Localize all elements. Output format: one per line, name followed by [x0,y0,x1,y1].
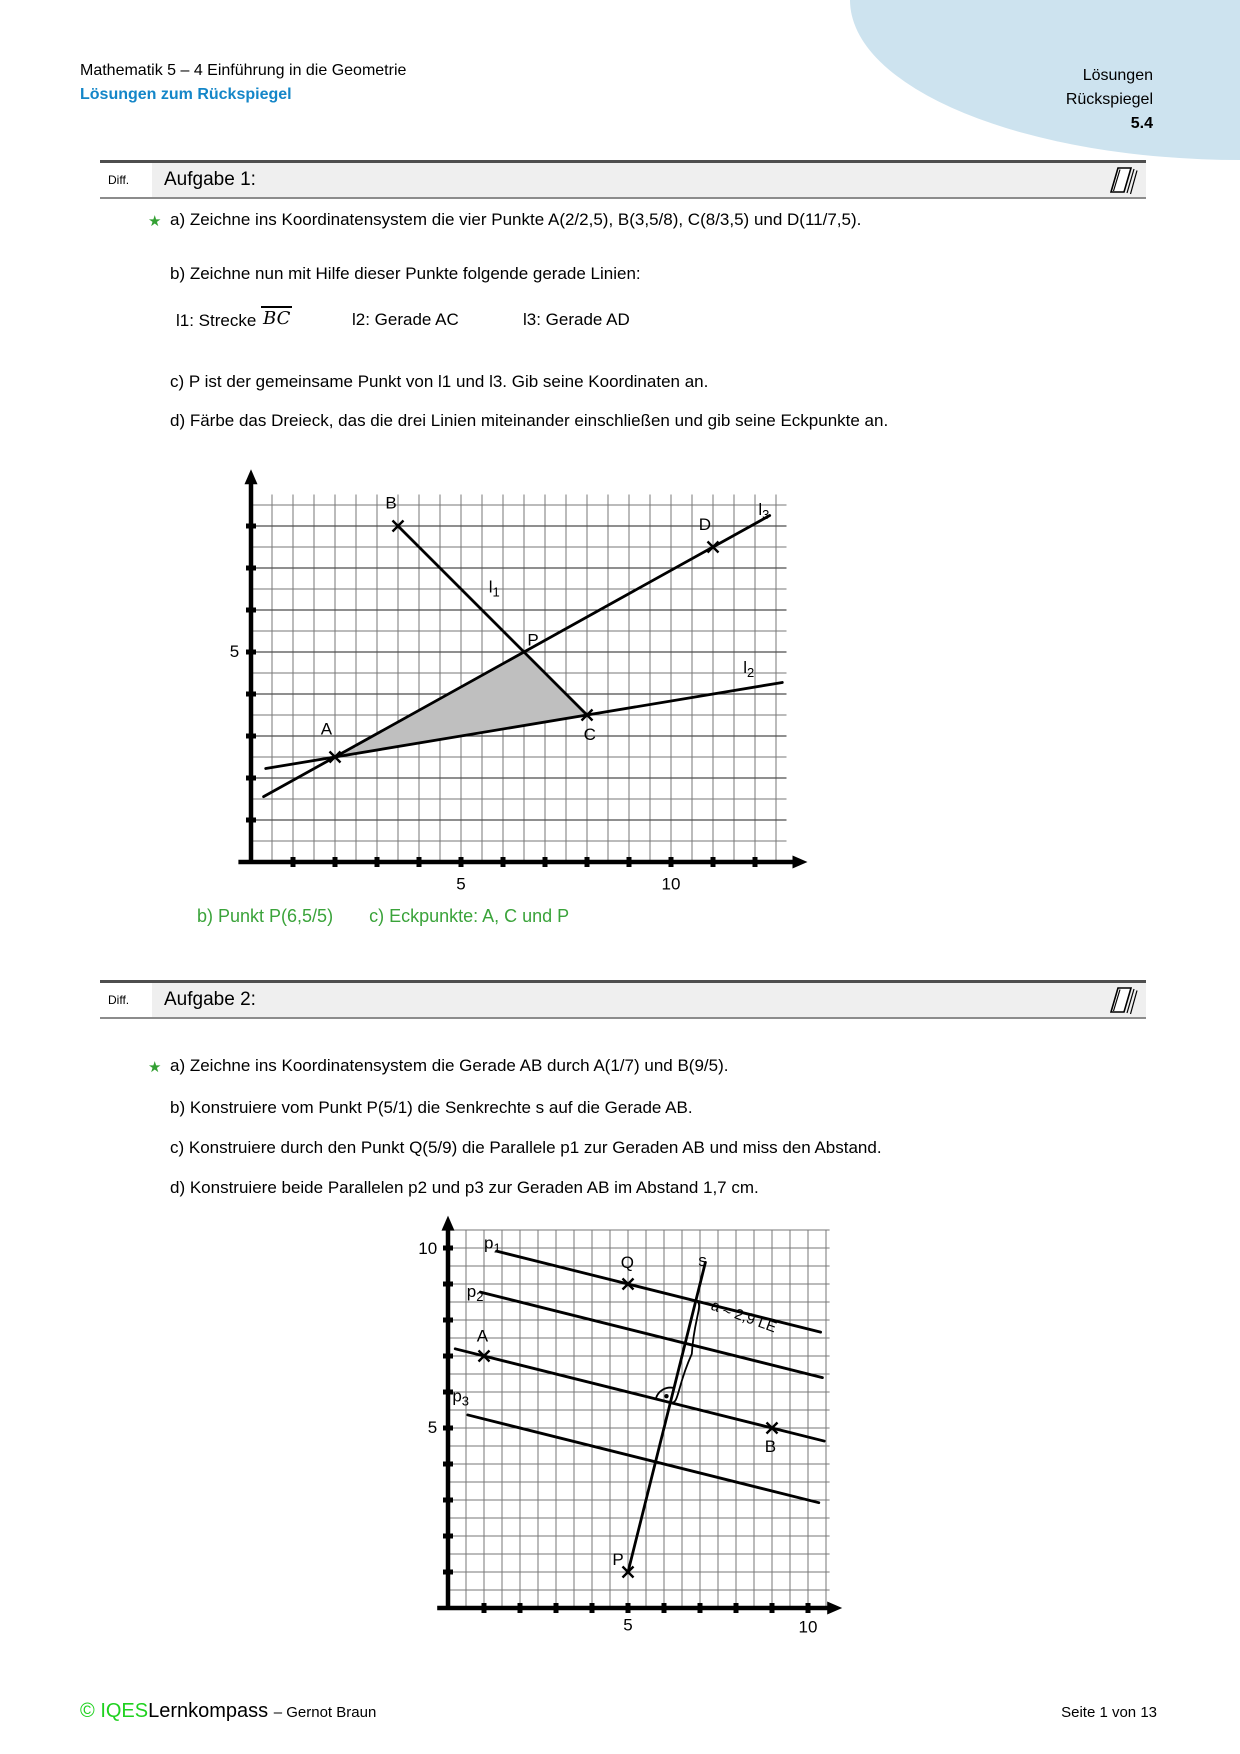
svg-text:s: s [698,1251,707,1270]
svg-text:l2: $l_2$ [743,658,755,680]
a2-task-c: c) Konstruiere durch den Punkt Q(5/9) die Parallele p1 zur Geraden AB und miss den Abstand. [170,1138,882,1157]
svg-text:10: 10 [418,1238,438,1258]
svg-text:p1: $p_1$ [484,1233,501,1256]
aufgabe2-bar [100,980,1146,1019]
a1-line-definitions [176,308,630,331]
a2-task-b: b) Konstruiere vom Punkt P(5/1) die Senkrechte s auf die Gerade AB. [170,1098,693,1117]
corner-blob [850,0,1240,160]
corner-badge: 5.4 [1130,115,1153,132]
svg-text:P: P [612,1549,624,1569]
svg-text:B: B [385,493,397,513]
svg-text:5: 5 [623,1615,633,1635]
diff-label-2: Diff. [100,983,152,1017]
diff-label: Diff. [100,163,152,197]
l1-definition: l1: Strecke [176,311,257,330]
svg-text:p2: $p_2$ [466,1281,484,1304]
svg-text:l3: $l_3$ [758,500,770,523]
svg-text:A: A [320,719,333,739]
overline-bc: BC [263,308,291,329]
l2-definition: l2: Gerade AC [352,310,459,329]
brand-lernkompass: Lernkompass [148,1700,269,1722]
svg-text:D: D [698,515,712,535]
svg-text:C: C [583,725,596,745]
copyright-icon: © [80,1700,95,1722]
a1-answer-line [197,906,569,927]
aufgabe1-title: Aufgabe 1: [164,169,256,190]
star-icon-2: ★ [148,1059,162,1076]
stacked-pages-icon [1100,163,1146,197]
svg-text:p3: $p_3$ [452,1386,470,1409]
page-number: Seite 1 von 13 [1061,1704,1157,1721]
answer-b: b) Punkt P(6,5/5) [197,906,334,926]
svg-text:a ≈ 2,9 LE: a ≈ 2,9 LE [708,1296,779,1337]
l3-definition: l3: Gerade AD [523,310,630,329]
header-subtitle: Lösungen zum Rückspiegel [80,86,292,103]
a1-task-b: b) Zeichne nun mit Hilfe dieser Punkte folgende gerade Linien: [170,264,641,283]
aufgabe1-bar [100,160,1146,199]
svg-text:Q: Q [620,1253,635,1273]
a2-task-a: a) Zeichne ins Koordinatensystem die Gerade AB durch A(1/7) und B(9/5). [170,1056,729,1075]
svg-text:B: B [764,1436,777,1456]
svg-text:5: 5 [229,642,240,662]
coordinate-diagram-aufgabe2 [408,1208,868,1660]
footer-author: – Gernot Braun [273,1704,377,1721]
svg-text:l1: $l_1$ [488,577,500,600]
brand-iqes: IQES [100,1700,149,1722]
svg-text:10: 10 [661,874,681,894]
corner-line1: Lösungen [1082,67,1153,84]
svg-text:P: P [527,630,539,650]
coordinate-diagram-aufgabe1 [211,447,831,902]
corner-line2: Rückspiegel [1065,91,1153,108]
star-icon: ★ [148,213,162,230]
svg-text:10: 10 [798,1617,818,1637]
aufgabe2-title: Aufgabe 2: [164,989,256,1010]
answer-c: c) Eckpunkte: A, C und P [369,906,570,926]
svg-text:A: A [476,1326,489,1346]
header-course-title: Mathematik 5 – 4 Einführung in die Geometrie [80,62,407,79]
svg-text:5: 5 [427,1418,438,1438]
a1-task-a: a) Zeichne ins Koordinatensystem die vier Punkte A(2/2,5), B(3,5/8), C(8/3,5) und D(11/7,5). [170,210,862,229]
a2-task-d: d) Konstruiere beide Parallelen p2 und p3 zur Geraden AB im Abstand 1,7 cm. [170,1178,759,1197]
a1-task-d: d) Färbe das Dreieck, das die drei Linien miteinander einschließen und gib seine Eckpunkte an. [170,411,889,430]
a1-task-c: c) P ist der gemeinsame Punkt von l1 und l3. Gib seine Koordinaten an. [170,372,709,391]
stacked-pages-icon-2 [1100,983,1146,1017]
footer [80,1700,1160,1723]
svg-text:5: 5 [456,874,466,894]
